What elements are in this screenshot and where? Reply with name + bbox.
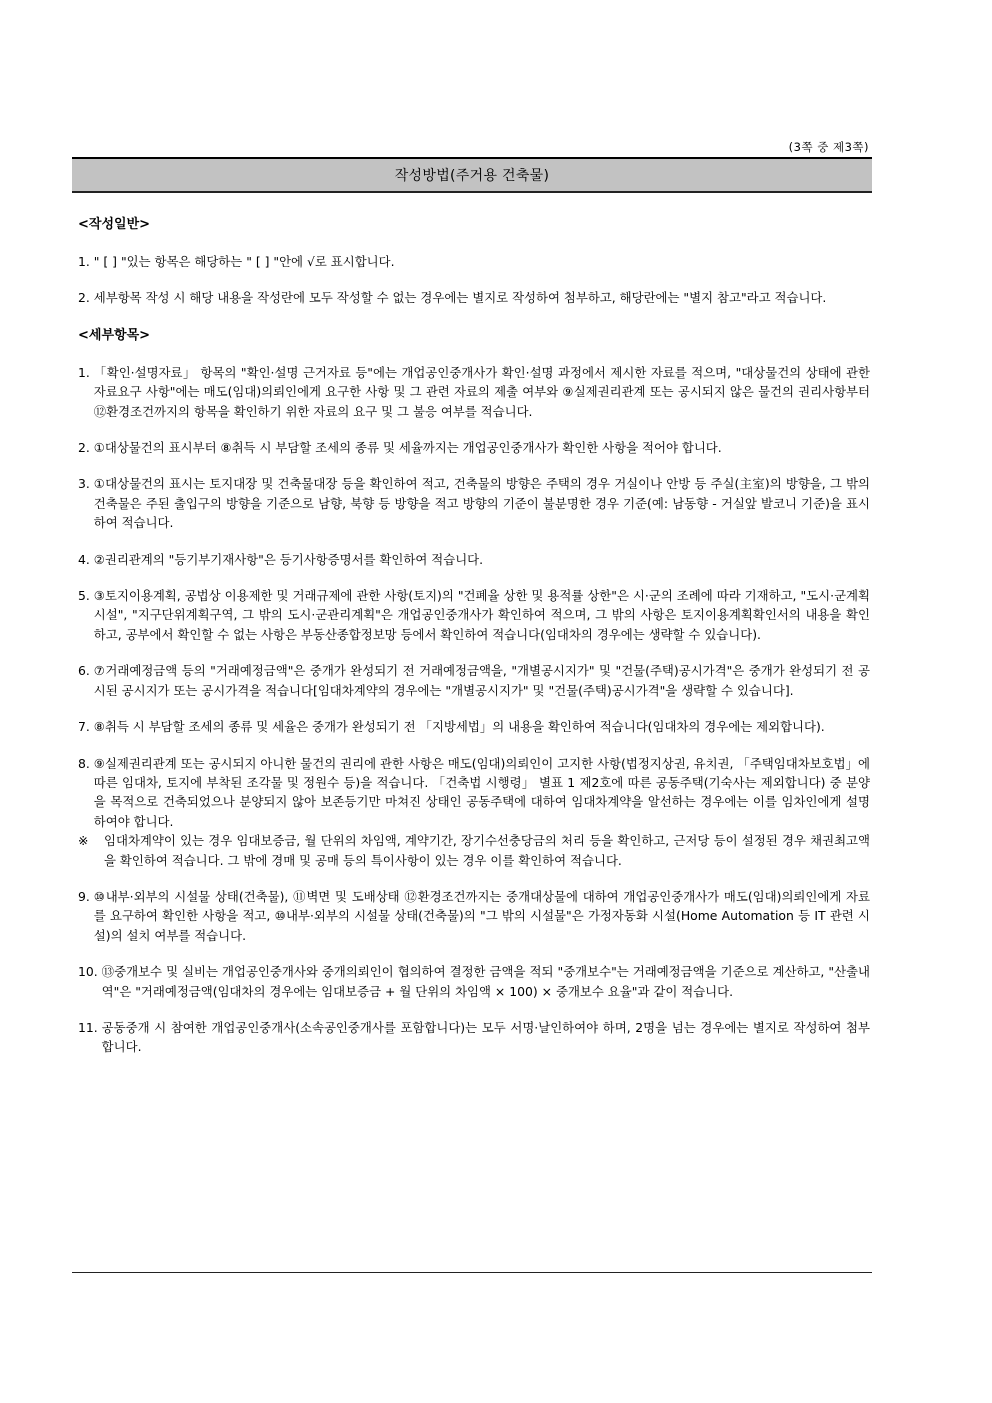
- item-text: ⑦거래예정금액 등의 "거래예정금액"은 중개가 완성되기 전 거래예정금액을, "개별공시지가" 및 "건물(주택)공시가격"은 중개가 완성되기 전 공시된 공시지가 또는 공시가격을 적습니다[임대차계약의 경우에는 "개별공시지가" 및 "건물(주택)공시가격"을 생략할 수 있습니다].: [93, 663, 870, 698]
- item-number: 11.: [78, 1019, 102, 1035]
- item-text: ⑧취득 시 부담할 조세의 종류 및 세율은 중개가 완성되기 전 「지방세법」의 내용을 확인하여 적습니다(임대차의 경우에는 제외합니다).: [93, 719, 825, 735]
- item-text: 공동중개 시 참여한 개업공인중개사(소속공인중개사를 포함합니다)는 모두 서명·날인하여야 하며, 2명을 넘는 경우에는 별지로 작성하여 첨부합니다.: [101, 1019, 870, 1055]
- detail-item-7: [78, 717, 870, 736]
- item-text: ⑩내부·외부의 시설물 상태(건축물), ⑪벽면 및 도배상태 ⑫환경조건까지는 중개대상물에 대하여 개업공인중개사가 매도(임대)의뢰인에게 자료를 요구하여 확인한 사항을 적고, ⑩내부·외부의 시설물 상태(건축물)의 "그 밖의 시설물"은 가정자동화 시설(Home Automation 등 IT 관련 시설)의 설치 여부를 적습니다.: [93, 888, 870, 943]
- general-heading: <작성일반>: [78, 217, 151, 232]
- detail-item-11: [78, 1018, 870, 1057]
- general-item-1: [78, 252, 870, 271]
- item-text: ⑬중개보수 및 실비는 개업공인중개사와 중개의뢰인이 협의하여 결정한 금액을 적되 "중개보수"는 거래예정금액을 기준으로 계산하고, "산출내역"은 "거래예정금액(임대차의 경우에는 임대보증금 + 월 단위의 차임액 × 100) × 중개보수 요율"과 같이 적습니다.: [101, 964, 870, 999]
- item-text: ①대상물건의 표시부터 ⑧취득 시 부담할 조세의 종류 및 세율까지는 개업공인중개사가 확인한 사항을 적어야 합니다.: [93, 440, 722, 456]
- item-number: 1.: [78, 254, 94, 269]
- note-mark: ※: [78, 833, 89, 849]
- page-number: (3쪽 중 제3쪽): [788, 140, 869, 154]
- item-text: 「확인·설명자료」 항목의 "확인·설명 근거자료 등"에는 개업공인중개사가 확인·설명 과정에서 제시한 자료를 적으며, "대상물건의 상태에 관한 자료요구 사항"에는 매도(임대)의뢰인에게 요구한 사항 및 그 관련 자료의 제출 여부와 ⑨실제권리관계 또는 공시되지 않은 물건의 권리사항부터 ⑫환경조건까지의 항목을 확인하기 위한 자료의 요구 및 그 불응 여부를 적습니다.: [93, 364, 870, 419]
- item-text: ①대상물건의 표시는 토지대장 및 건축물대장 등을 확인하여 적고, 건축물의 방향은 주택의 경우 거실이나 안방 등 주실(主室)의 방향을, 그 밖의 건축물은 주된 출입구의 방향을 기준으로 남향, 북향 등 방향을 적고 방향의 기준이 불분명한 경우 기준(예: 남동향 - 거실앞 발코니 기준)을 표시하여 적습니다.: [93, 476, 870, 531]
- item-text: ③토지이용계획, 공법상 이용제한 및 거래규제에 관한 사항(토지)의 "건폐율 상한 및 용적률 상한"은 시·군의 조례에 따라 기재하고, "도시·군계획시설", "지구단위계획구역, 그 밖의 도시·군관리계획"은 개업공인중개사가 확인하여 적으며, 그 밖의 사항은 토지이용계획확인서의 내용을 확인하고, 공부에서 확인할 수 없는 사항은 부동산종합정보망 등에서 확인하여 적습니다(임대차의 경우에는 생략할 수 있습니다).: [93, 588, 870, 642]
- general-item-2: [78, 288, 870, 307]
- detail-item-2: [78, 438, 870, 457]
- item-number: 3.: [78, 476, 94, 492]
- item-number: 4.: [78, 551, 94, 567]
- detail-note: [78, 831, 870, 870]
- page-title: 작성방법(주거용 건축물): [394, 168, 550, 184]
- detail-item-3: [78, 474, 870, 532]
- item-number: 10.: [78, 964, 102, 980]
- bottom-rule: [72, 1272, 872, 1273]
- detail-item-5: [78, 586, 870, 644]
- item-number: 8.: [78, 755, 94, 771]
- item-number: 1.: [78, 364, 94, 380]
- item-number: 5.: [78, 588, 94, 604]
- item-number: 2.: [78, 440, 94, 456]
- details-heading: <세부항목>: [78, 327, 151, 343]
- item-text: ⑨실제권리관계 또는 공시되지 아니한 물건의 권리에 관한 사항은 매도(임대)의뢰인이 고지한 사항(법정지상권, 유치권, 「주택임대차보호법」에 따른 임대차, 토지에 부착된 조각물 및 정원수 등)을 적습니다. 「건축법 시행령」 별표 1 제2호에 따른 공동주택(기숙사는 제외합니다) 중 분양을 목적으로 건축되었으나 분양되지 않아 보존등기만 마쳐진 상태인 공동주택에 대하여 임대차계약을 알선하는 경우에는 이를 임차인에게 설명하여야 합니다.: [93, 755, 870, 829]
- item-text: 세부항목 작성 시 해당 내용을 작성란에 모두 작성할 수 없는 경우에는 별지로 작성하여 첨부하고, 해당란에는 "별지 참고"라고 적습니다.: [93, 290, 827, 306]
- title-bar: [72, 157, 872, 193]
- item-number: 9.: [78, 888, 94, 904]
- item-text: ②권리관계의 "등기부기재사항"은 등기사항증명서를 확인하여 적습니다.: [93, 551, 484, 567]
- content-body: [78, 214, 870, 1074]
- detail-item-10: [78, 962, 870, 1001]
- item-number: 6.: [78, 663, 94, 679]
- detail-item-6: [78, 661, 870, 700]
- detail-item-8: [78, 754, 870, 832]
- detail-item-4: [78, 550, 870, 569]
- item-number: 7.: [78, 719, 94, 735]
- note-text: 임대차계약이 있는 경우 임대보증금, 월 단위의 차임액, 계약기간, 장기수선충당금의 처리 등을 확인하고, 근저당 등이 설정된 경우 채권최고액을 확인하여 적습니다. 그 밖에 경매 및 공매 등의 특이사항이 있는 경우 이를 확인하여 적습니다.: [104, 833, 870, 868]
- detail-item-1: [78, 363, 870, 421]
- detail-item-9: [78, 887, 870, 945]
- item-number: 2.: [78, 290, 94, 306]
- item-text: " [ ] "있는 항목은 해당하는 " [ ] "안에 √로 표시합니다.: [93, 254, 395, 269]
